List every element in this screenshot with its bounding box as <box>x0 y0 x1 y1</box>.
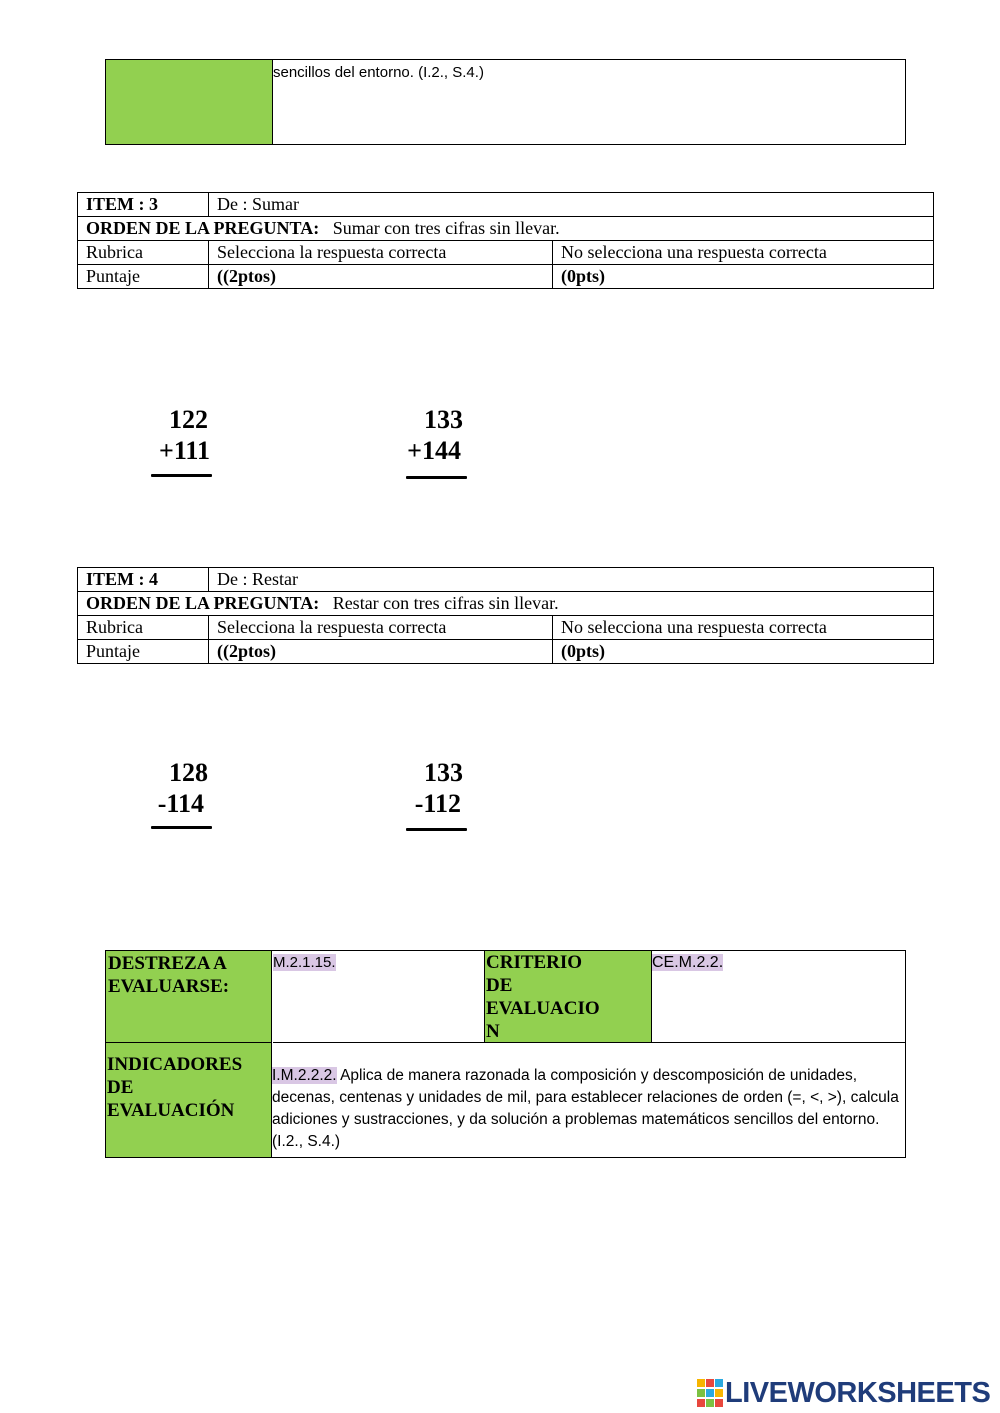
criterio-code: CE.M.2.2. <box>652 954 724 971</box>
criterio-label <box>485 951 652 1043</box>
destreza-code-cell <box>273 951 485 1043</box>
item4-label-cell: ITEM : 4 <box>78 568 209 592</box>
top-box-text: sencillos del entorno. (I.2., S.4.) <box>273 64 484 81</box>
liveworksheets-logo[interactable] <box>697 1376 995 1410</box>
item3-rubrica-label: Rubrica <box>78 241 209 265</box>
sub2-top: 133 <box>424 758 463 787</box>
item4-puntaje-label: Puntaje <box>78 640 209 664</box>
indicadores-line-1: INDICADORES <box>107 1054 243 1075</box>
indicador-code: I.M.2.2.2. <box>272 1067 337 1084</box>
criterio-code-cell <box>652 951 905 1043</box>
criterio-line-1: CRITERIO <box>486 952 583 973</box>
item3-puntaje-label: Puntaje <box>78 265 209 289</box>
sum1-answer-line[interactable] <box>151 474 212 477</box>
criterio-line-3: EVALUACIO <box>486 998 600 1019</box>
indicador-text: Aplica de manera razonada la composición y descomposición de unidades, decenas, centenas y unidades de mil, para establecer relaciones de orden (=, <, >), calcula adiciones y sustracciones, y da solución a problemas matemáticos sencillos del entorno. (I.2., S.4.) <box>272 1067 899 1150</box>
sub2-answer-line[interactable] <box>406 828 467 831</box>
sum1-bottom: +111 <box>159 436 210 465</box>
sum2-top: 133 <box>424 405 463 434</box>
sub1-top: 128 <box>169 758 208 787</box>
sum1-top: 122 <box>169 405 208 434</box>
liveworksheets-logo-icon <box>697 1379 723 1407</box>
item4-puntaje-bad: (0pts) <box>553 640 934 664</box>
sub1-answer-line[interactable] <box>151 826 212 829</box>
item3-orden-cell: ORDEN DE LA PREGUNTA: Sumar con tres cifras sin llevar. <box>78 217 934 241</box>
item3-table <box>77 192 934 289</box>
item4-rubrica-ok: Selecciona la respuesta correcta <box>209 616 553 640</box>
sub2-bottom: -112 <box>414 789 461 818</box>
top-green-cell <box>106 60 273 144</box>
evaluation-box <box>105 950 906 1158</box>
indicadores-label <box>106 1043 272 1157</box>
destreza-label-text: DESTREZA A EVALUARSE: <box>108 953 230 997</box>
item3-rubrica-bad: No selecciona una respuesta correcta <box>553 241 934 265</box>
item3-de-cell: De : Sumar <box>209 193 934 217</box>
liveworksheets-brand: LIVEWORKSHEETS <box>725 1377 991 1409</box>
item4-orden-cell: ORDEN DE LA PREGUNTA: Restar con tres cifras sin llevar. <box>78 592 934 616</box>
indicadores-line-3: EVALUACIÓN <box>107 1100 235 1121</box>
item3-label-cell: ITEM : 3 <box>78 193 209 217</box>
item4-rubrica-bad: No selecciona una respuesta correcta <box>553 616 934 640</box>
destreza-label <box>106 951 272 1043</box>
item4-de-cell: De : Restar <box>209 568 934 592</box>
item4-puntaje-ok: ((2ptos) <box>209 640 553 664</box>
item4-rubrica-label: Rubrica <box>78 616 209 640</box>
destreza-code: M.2.1.15. <box>273 954 336 971</box>
item3-puntaje-bad: (0pts) <box>553 265 934 289</box>
top-criteria-box <box>105 59 906 145</box>
criterio-line-2: DE <box>486 975 513 996</box>
item4-table <box>77 567 934 664</box>
sum2-answer-line[interactable] <box>406 476 467 479</box>
indicador-text-cell <box>272 1065 905 1153</box>
item3-rubrica-ok: Selecciona la respuesta correcta <box>209 241 553 265</box>
sub1-bottom: -114 <box>157 789 204 818</box>
sum2-bottom: +144 <box>407 436 461 465</box>
item3-puntaje-ok: ((2ptos) <box>209 265 553 289</box>
criterio-line-4: N <box>486 1021 500 1042</box>
indicadores-line-2: DE <box>107 1077 134 1098</box>
